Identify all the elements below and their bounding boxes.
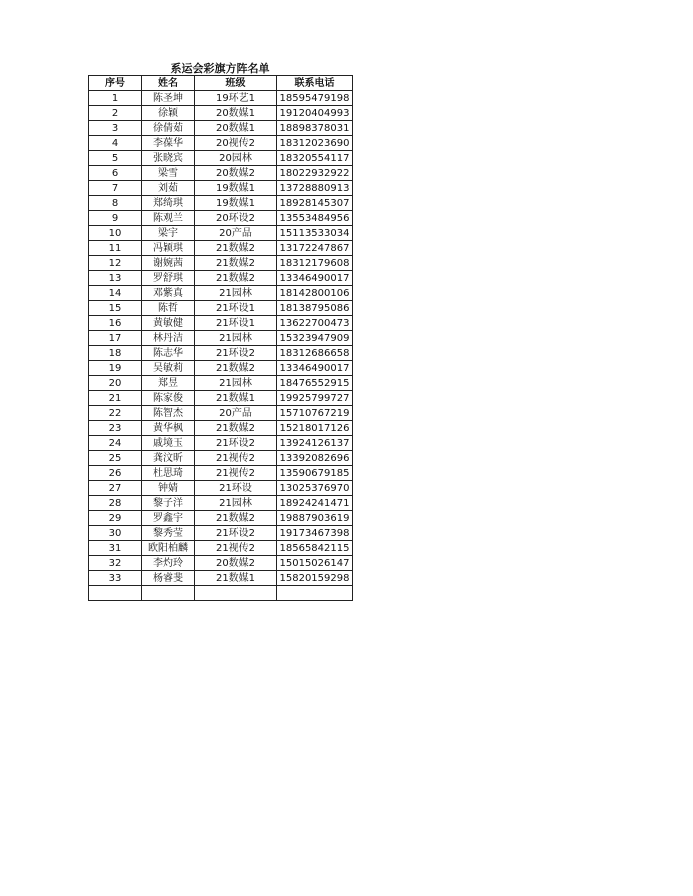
table-row <box>89 136 353 151</box>
cell-number: 14 <box>89 286 142 301</box>
cell-name: 张晓宾 <box>142 151 195 166</box>
cell-name: 吴敏莉 <box>142 361 195 376</box>
cell-number: 10 <box>89 226 142 241</box>
cell-name: 欧阳柏麟 <box>142 541 195 556</box>
cell-name: 陈哲 <box>142 301 195 316</box>
cell-number: 28 <box>89 496 142 511</box>
table-row <box>89 436 353 451</box>
cell-name: 龚汶昕 <box>142 451 195 466</box>
cell-phone: 13025376970 <box>277 481 353 496</box>
cell-class: 19数媒1 <box>195 181 277 196</box>
table-body <box>89 91 353 601</box>
cell-phone: 19120404993 <box>277 106 353 121</box>
cell-class: 20视传2 <box>195 136 277 151</box>
cell-name: 郑昱 <box>142 376 195 391</box>
table-row <box>89 586 353 601</box>
cell-name: 黎秀莹 <box>142 526 195 541</box>
cell-name: 钟婧 <box>142 481 195 496</box>
table-row <box>89 511 353 526</box>
cell-name: 邓紫真 <box>142 286 195 301</box>
cell-name: 黄华枫 <box>142 421 195 436</box>
table-row <box>89 91 353 106</box>
cell-class: 20数媒2 <box>195 556 277 571</box>
cell-number: 30 <box>89 526 142 541</box>
table-row <box>89 316 353 331</box>
document-title: 系运会彩旗方阵名单 <box>170 62 270 75</box>
cell-class: 21环设2 <box>195 436 277 451</box>
cell-class: 20数媒2 <box>195 166 277 181</box>
cell-number: 31 <box>89 541 142 556</box>
table-row <box>89 406 353 421</box>
cell-phone: 13172247867 <box>277 241 353 256</box>
cell-phone: 18476552915 <box>277 376 353 391</box>
cell-number: 8 <box>89 196 142 211</box>
cell-phone: 18565842115 <box>277 541 353 556</box>
cell-name: 谢婉茜 <box>142 256 195 271</box>
cell-class: 21视传2 <box>195 451 277 466</box>
cell-phone: 18898378031 <box>277 121 353 136</box>
cell-number: 2 <box>89 106 142 121</box>
cell-phone: 18595479198 <box>277 91 353 106</box>
cell-class: 21园林 <box>195 376 277 391</box>
cell-name: 林丹洁 <box>142 331 195 346</box>
table-row <box>89 241 353 256</box>
cell-class: 21视传2 <box>195 466 277 481</box>
table-row <box>89 331 353 346</box>
cell-name: 徐倩茹 <box>142 121 195 136</box>
cell-class: 21数媒1 <box>195 391 277 406</box>
cell-number: 11 <box>89 241 142 256</box>
cell-phone: 19925799727 <box>277 391 353 406</box>
cell-phone: 18312179608 <box>277 256 353 271</box>
cell-phone: 15323947909 <box>277 331 353 346</box>
cell-class: 21数媒1 <box>195 571 277 586</box>
header-name: 姓名 <box>142 76 195 91</box>
cell-number: 18 <box>89 346 142 361</box>
cell-phone: 18138795086 <box>277 301 353 316</box>
cell-class: 19环艺1 <box>195 91 277 106</box>
cell-class: 21园林 <box>195 331 277 346</box>
cell-name: 刘茹 <box>142 181 195 196</box>
cell-phone: 13728880913 <box>277 181 353 196</box>
cell-class: 20数媒1 <box>195 106 277 121</box>
table-row <box>89 391 353 406</box>
cell-name: 陈智杰 <box>142 406 195 421</box>
cell-name: 杨睿斐 <box>142 571 195 586</box>
header-number: 序号 <box>89 76 142 91</box>
cell-class: 21视传2 <box>195 541 277 556</box>
cell-number: 27 <box>89 481 142 496</box>
cell-class: 20园林 <box>195 151 277 166</box>
cell-number: 19 <box>89 361 142 376</box>
table-row <box>89 421 353 436</box>
table-row <box>89 256 353 271</box>
cell-number: 7 <box>89 181 142 196</box>
cell-phone: 18928145307 <box>277 196 353 211</box>
header-phone: 联系电话 <box>277 76 353 91</box>
cell-name: 罗鑫宇 <box>142 511 195 526</box>
cell-class: 21环设2 <box>195 526 277 541</box>
table-row <box>89 481 353 496</box>
cell-phone: 15015026147 <box>277 556 353 571</box>
cell-number: 17 <box>89 331 142 346</box>
table-row <box>89 361 353 376</box>
cell-number: 6 <box>89 166 142 181</box>
cell-number: 24 <box>89 436 142 451</box>
cell-phone: 18022932922 <box>277 166 353 181</box>
table-row <box>89 301 353 316</box>
cell-name: 徐颖 <box>142 106 195 121</box>
cell-name: 李灼玲 <box>142 556 195 571</box>
cell-number: 33 <box>89 571 142 586</box>
cell-name: 李葆华 <box>142 136 195 151</box>
cell-number <box>89 586 142 601</box>
cell-number: 23 <box>89 421 142 436</box>
cell-name <box>142 586 195 601</box>
cell-number: 32 <box>89 556 142 571</box>
cell-phone: 18312686658 <box>277 346 353 361</box>
cell-class: 21数媒2 <box>195 241 277 256</box>
cell-class: 21数媒2 <box>195 256 277 271</box>
table-row <box>89 226 353 241</box>
cell-number: 21 <box>89 391 142 406</box>
cell-number: 15 <box>89 301 142 316</box>
table-row <box>89 526 353 541</box>
cell-phone: 13590679185 <box>277 466 353 481</box>
table-row <box>89 211 353 226</box>
cell-class: 21数媒2 <box>195 361 277 376</box>
cell-class: 21数媒2 <box>195 511 277 526</box>
cell-number: 4 <box>89 136 142 151</box>
table-header <box>89 76 353 91</box>
table-row <box>89 376 353 391</box>
cell-name: 梁宇 <box>142 226 195 241</box>
table-row <box>89 541 353 556</box>
cell-phone: 13346490017 <box>277 361 353 376</box>
cell-class <box>195 586 277 601</box>
cell-number: 22 <box>89 406 142 421</box>
cell-name: 梁雪 <box>142 166 195 181</box>
table-row <box>89 571 353 586</box>
cell-phone: 18142800106 <box>277 286 353 301</box>
cell-name: 罗舒琪 <box>142 271 195 286</box>
cell-name: 冯颖琪 <box>142 241 195 256</box>
table-row <box>89 496 353 511</box>
cell-phone: 15218017126 <box>277 421 353 436</box>
cell-phone: 13346490017 <box>277 271 353 286</box>
cell-name: 黄敏健 <box>142 316 195 331</box>
table-row <box>89 346 353 361</box>
cell-class: 21数媒2 <box>195 271 277 286</box>
cell-phone: 18312023690 <box>277 136 353 151</box>
cell-phone: 13553484956 <box>277 211 353 226</box>
cell-number: 9 <box>89 211 142 226</box>
cell-number: 29 <box>89 511 142 526</box>
cell-class: 21环设2 <box>195 346 277 361</box>
cell-class: 21园林 <box>195 496 277 511</box>
header-row <box>89 76 353 91</box>
cell-class: 21园林 <box>195 286 277 301</box>
table-row <box>89 271 353 286</box>
cell-number: 25 <box>89 451 142 466</box>
cell-phone: 15820159298 <box>277 571 353 586</box>
cell-name: 陈家俊 <box>142 391 195 406</box>
header-class: 班级 <box>195 76 277 91</box>
table-row <box>89 181 353 196</box>
table-row <box>89 106 353 121</box>
table-row <box>89 196 353 211</box>
cell-name: 戚境玉 <box>142 436 195 451</box>
table-row <box>89 451 353 466</box>
cell-number: 16 <box>89 316 142 331</box>
cell-phone: 15710767219 <box>277 406 353 421</box>
cell-number: 3 <box>89 121 142 136</box>
cell-class: 20环设2 <box>195 211 277 226</box>
cell-class: 21环设1 <box>195 301 277 316</box>
cell-number: 20 <box>89 376 142 391</box>
cell-class: 21环设 <box>195 481 277 496</box>
cell-phone: 13924126137 <box>277 436 353 451</box>
cell-phone: 15113533034 <box>277 226 353 241</box>
cell-phone: 19887903619 <box>277 511 353 526</box>
cell-phone: 13622700473 <box>277 316 353 331</box>
cell-name: 陈观兰 <box>142 211 195 226</box>
cell-phone: 18320554117 <box>277 151 353 166</box>
table-row <box>89 286 353 301</box>
cell-class: 21数媒2 <box>195 421 277 436</box>
cell-number: 13 <box>89 271 142 286</box>
cell-number: 5 <box>89 151 142 166</box>
cell-phone: 19173467398 <box>277 526 353 541</box>
cell-class: 19数媒1 <box>195 196 277 211</box>
cell-name: 陈志华 <box>142 346 195 361</box>
cell-class: 20产品 <box>195 226 277 241</box>
cell-phone: 13392082696 <box>277 451 353 466</box>
table-row <box>89 556 353 571</box>
cell-number: 12 <box>89 256 142 271</box>
roster-table <box>88 75 353 601</box>
table-row <box>89 151 353 166</box>
cell-name: 陈圣坤 <box>142 91 195 106</box>
cell-class: 21环设1 <box>195 316 277 331</box>
table-row <box>89 121 353 136</box>
cell-number: 26 <box>89 466 142 481</box>
cell-name: 郑绮琪 <box>142 196 195 211</box>
cell-class: 20产品 <box>195 406 277 421</box>
table-row <box>89 466 353 481</box>
cell-phone: 18924241471 <box>277 496 353 511</box>
cell-number: 1 <box>89 91 142 106</box>
table-row <box>89 166 353 181</box>
cell-phone <box>277 586 353 601</box>
cell-name: 黎子洋 <box>142 496 195 511</box>
cell-name: 杜思琦 <box>142 466 195 481</box>
cell-class: 20数媒1 <box>195 121 277 136</box>
